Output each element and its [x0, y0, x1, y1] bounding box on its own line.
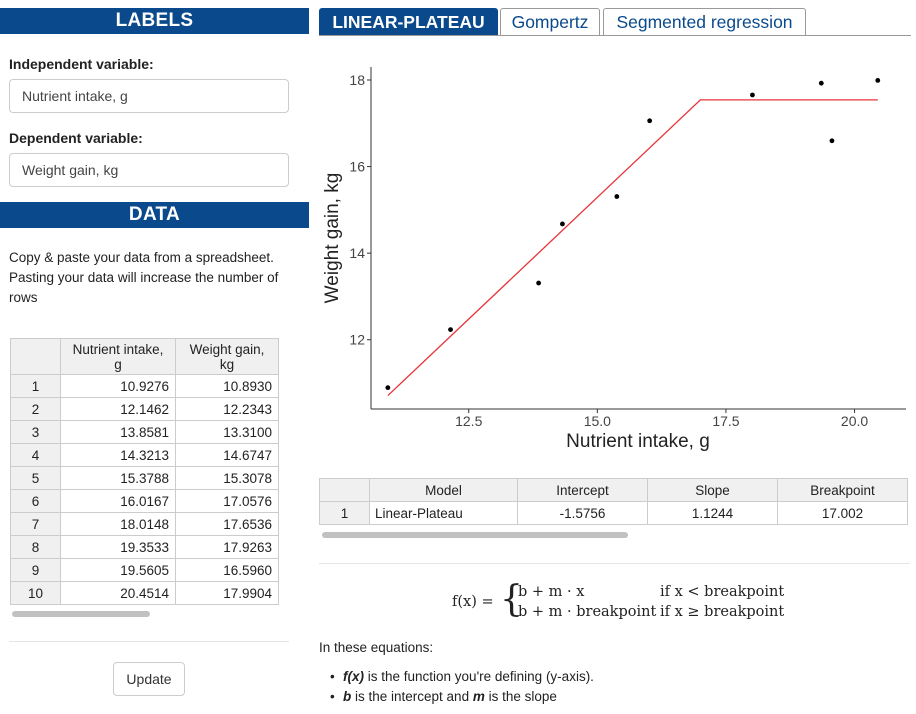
explanation-intro: In these equations: — [319, 640, 434, 655]
x-axis-label: Nutrient intake, g — [566, 431, 710, 452]
results-header-breakpoint[interactable]: Breakpoint — [778, 479, 908, 502]
data-point — [385, 385, 390, 390]
bullet-2-text: is the slope — [484, 689, 557, 704]
grid-cell-x[interactable]: 14.3213 — [61, 444, 176, 467]
grid-cell-y[interactable]: 12.2343 — [176, 398, 279, 421]
grid-row-number: 4 — [11, 444, 61, 467]
equation-lhs: f(x) = — [452, 594, 494, 610]
grid-cell-x[interactable]: 10.9276 — [61, 375, 176, 398]
tab-segmented-regression[interactable]: Segmented regression — [603, 8, 806, 36]
data-point — [614, 194, 619, 199]
results-header-slope[interactable]: Slope — [648, 479, 778, 502]
data-grid-container — [10, 338, 279, 605]
grid-corner — [11, 339, 61, 375]
data-instructions: Copy & paste your data from a spreadsheet. Pasting your data will increase the number of rows — [9, 250, 279, 305]
grid-row-number: 10 — [11, 582, 61, 605]
grid-cell-x[interactable]: 19.5605 — [61, 559, 176, 582]
fx-symbol: f(x) — [343, 669, 364, 684]
grid-cell-y[interactable]: 17.6536 — [176, 513, 279, 536]
labels-header: LABELS — [0, 8, 309, 34]
results-cell-slope[interactable]: 1.1244 — [648, 502, 778, 525]
grid-cell-x[interactable]: 20.4514 — [61, 582, 176, 605]
tab-linear-plateau[interactable]: LINEAR-PLATEAU — [319, 8, 498, 36]
grid-cell-x[interactable]: 15.3788 — [61, 467, 176, 490]
fit-line — [388, 100, 878, 396]
results-table — [319, 478, 908, 525]
grid-row-number: 2 — [11, 398, 61, 421]
m-symbol: m — [472, 689, 485, 704]
grid-col-header-y[interactable]: Weight gain, kg — [176, 339, 279, 375]
dependent-variable-label: Dependent variable: — [9, 130, 143, 146]
data-point — [647, 118, 652, 123]
table-row — [11, 421, 279, 444]
bullet-dot: • — [330, 689, 335, 704]
grid-cell-x[interactable]: 18.0148 — [61, 513, 176, 536]
linear-plateau-chart — [316, 42, 912, 462]
data-point — [875, 78, 880, 83]
equation-case2: b + m · breakpoint — [518, 604, 657, 620]
table-row — [11, 490, 279, 513]
equation-case1: b + m · x — [518, 584, 585, 600]
x-tick-label: 12.5 — [455, 413, 483, 429]
results-cell-intercept[interactable]: -1.5756 — [518, 502, 648, 525]
explanation-bullet-2 — [330, 689, 557, 704]
x-tick-label: 17.5 — [712, 413, 740, 429]
equation-cond2: if x ≥ breakpoint — [660, 604, 785, 620]
data-header: DATA — [0, 202, 309, 228]
equation-cond1: if x < breakpoint — [660, 584, 785, 600]
y-tick-label: 18 — [349, 71, 365, 88]
y-tick-label: 16 — [349, 158, 365, 175]
grid-cell-x[interactable]: 19.3533 — [61, 536, 176, 559]
results-header-model[interactable]: Model — [370, 479, 518, 502]
data-point — [448, 327, 453, 332]
right-divider — [319, 563, 910, 564]
grid-cell-y[interactable]: 10.8930 — [176, 375, 279, 398]
tab-gompertz[interactable]: Gompertz — [500, 8, 600, 36]
table-row — [11, 444, 279, 467]
results-table-container — [319, 478, 908, 525]
grid-cell-y[interactable]: 14.6747 — [176, 444, 279, 467]
data-point — [560, 222, 565, 227]
table-row — [11, 559, 279, 582]
table-row — [11, 398, 279, 421]
grid-row-number: 8 — [11, 536, 61, 559]
table-row — [11, 375, 279, 398]
grid-row-number: 3 — [11, 421, 61, 444]
grid-col-header-x[interactable]: Nutrient intake, g — [61, 339, 176, 375]
update-button[interactable]: Update — [113, 662, 185, 696]
table-row — [11, 513, 279, 536]
grid-cell-y[interactable]: 15.3078 — [176, 467, 279, 490]
grid-cell-y[interactable]: 16.5960 — [176, 559, 279, 582]
y-tick-label: 14 — [349, 245, 365, 262]
bullet-2-mid: is the intercept and — [351, 689, 473, 704]
data-point — [830, 138, 835, 143]
grid-cell-y[interactable]: 13.3100 — [176, 421, 279, 444]
grid-cell-x[interactable]: 16.0167 — [61, 490, 176, 513]
grid-row-number: 1 — [11, 375, 61, 398]
table-row — [11, 536, 279, 559]
results-header-intercept[interactable]: Intercept — [518, 479, 648, 502]
y-axis-label: Weight gain, kg — [322, 172, 343, 304]
x-tick-label: 20.0 — [840, 413, 869, 429]
tab-baseline — [319, 35, 911, 36]
data-point — [750, 93, 755, 98]
bullet-dot: • — [330, 669, 335, 684]
grid-cell-y[interactable]: 17.9263 — [176, 536, 279, 559]
results-row-number: 1 — [320, 502, 370, 525]
y-tick-label: 12 — [349, 331, 365, 348]
equation-brace: { — [500, 579, 523, 620]
data-grid — [10, 338, 279, 605]
grid-cell-x[interactable]: 12.1462 — [61, 398, 176, 421]
bullet-1-text: is the function you're defining (y-axis). — [364, 669, 594, 684]
left-divider — [9, 641, 289, 642]
table-row — [11, 467, 279, 490]
results-cell-breakpoint[interactable]: 17.002 — [778, 502, 908, 525]
results-row — [320, 502, 908, 525]
data-point — [819, 81, 824, 86]
grid-cell-y[interactable]: 17.9904 — [176, 582, 279, 605]
grid-row-number: 5 — [11, 467, 61, 490]
grid-cell-x[interactable]: 13.8581 — [61, 421, 176, 444]
x-tick-label: 15.0 — [583, 413, 611, 429]
grid-row-number: 6 — [11, 490, 61, 513]
b-symbol: b — [343, 689, 352, 704]
results-table-scrollbar[interactable] — [322, 532, 628, 538]
grid-cell-y[interactable]: 17.0576 — [176, 490, 279, 513]
data-point — [536, 281, 541, 286]
results-cell-model[interactable]: Linear-Plateau — [370, 502, 518, 525]
independent-variable-input[interactable] — [9, 79, 289, 113]
independent-variable-label: Independent variable: — [9, 56, 154, 72]
dependent-variable-input[interactable] — [9, 153, 289, 187]
data-grid-scrollbar[interactable] — [12, 611, 150, 617]
grid-row-number: 7 — [11, 513, 61, 536]
results-corner — [320, 479, 370, 502]
grid-row-number: 9 — [11, 559, 61, 582]
explanation-bullet-1 — [330, 669, 594, 684]
table-row — [11, 582, 279, 605]
